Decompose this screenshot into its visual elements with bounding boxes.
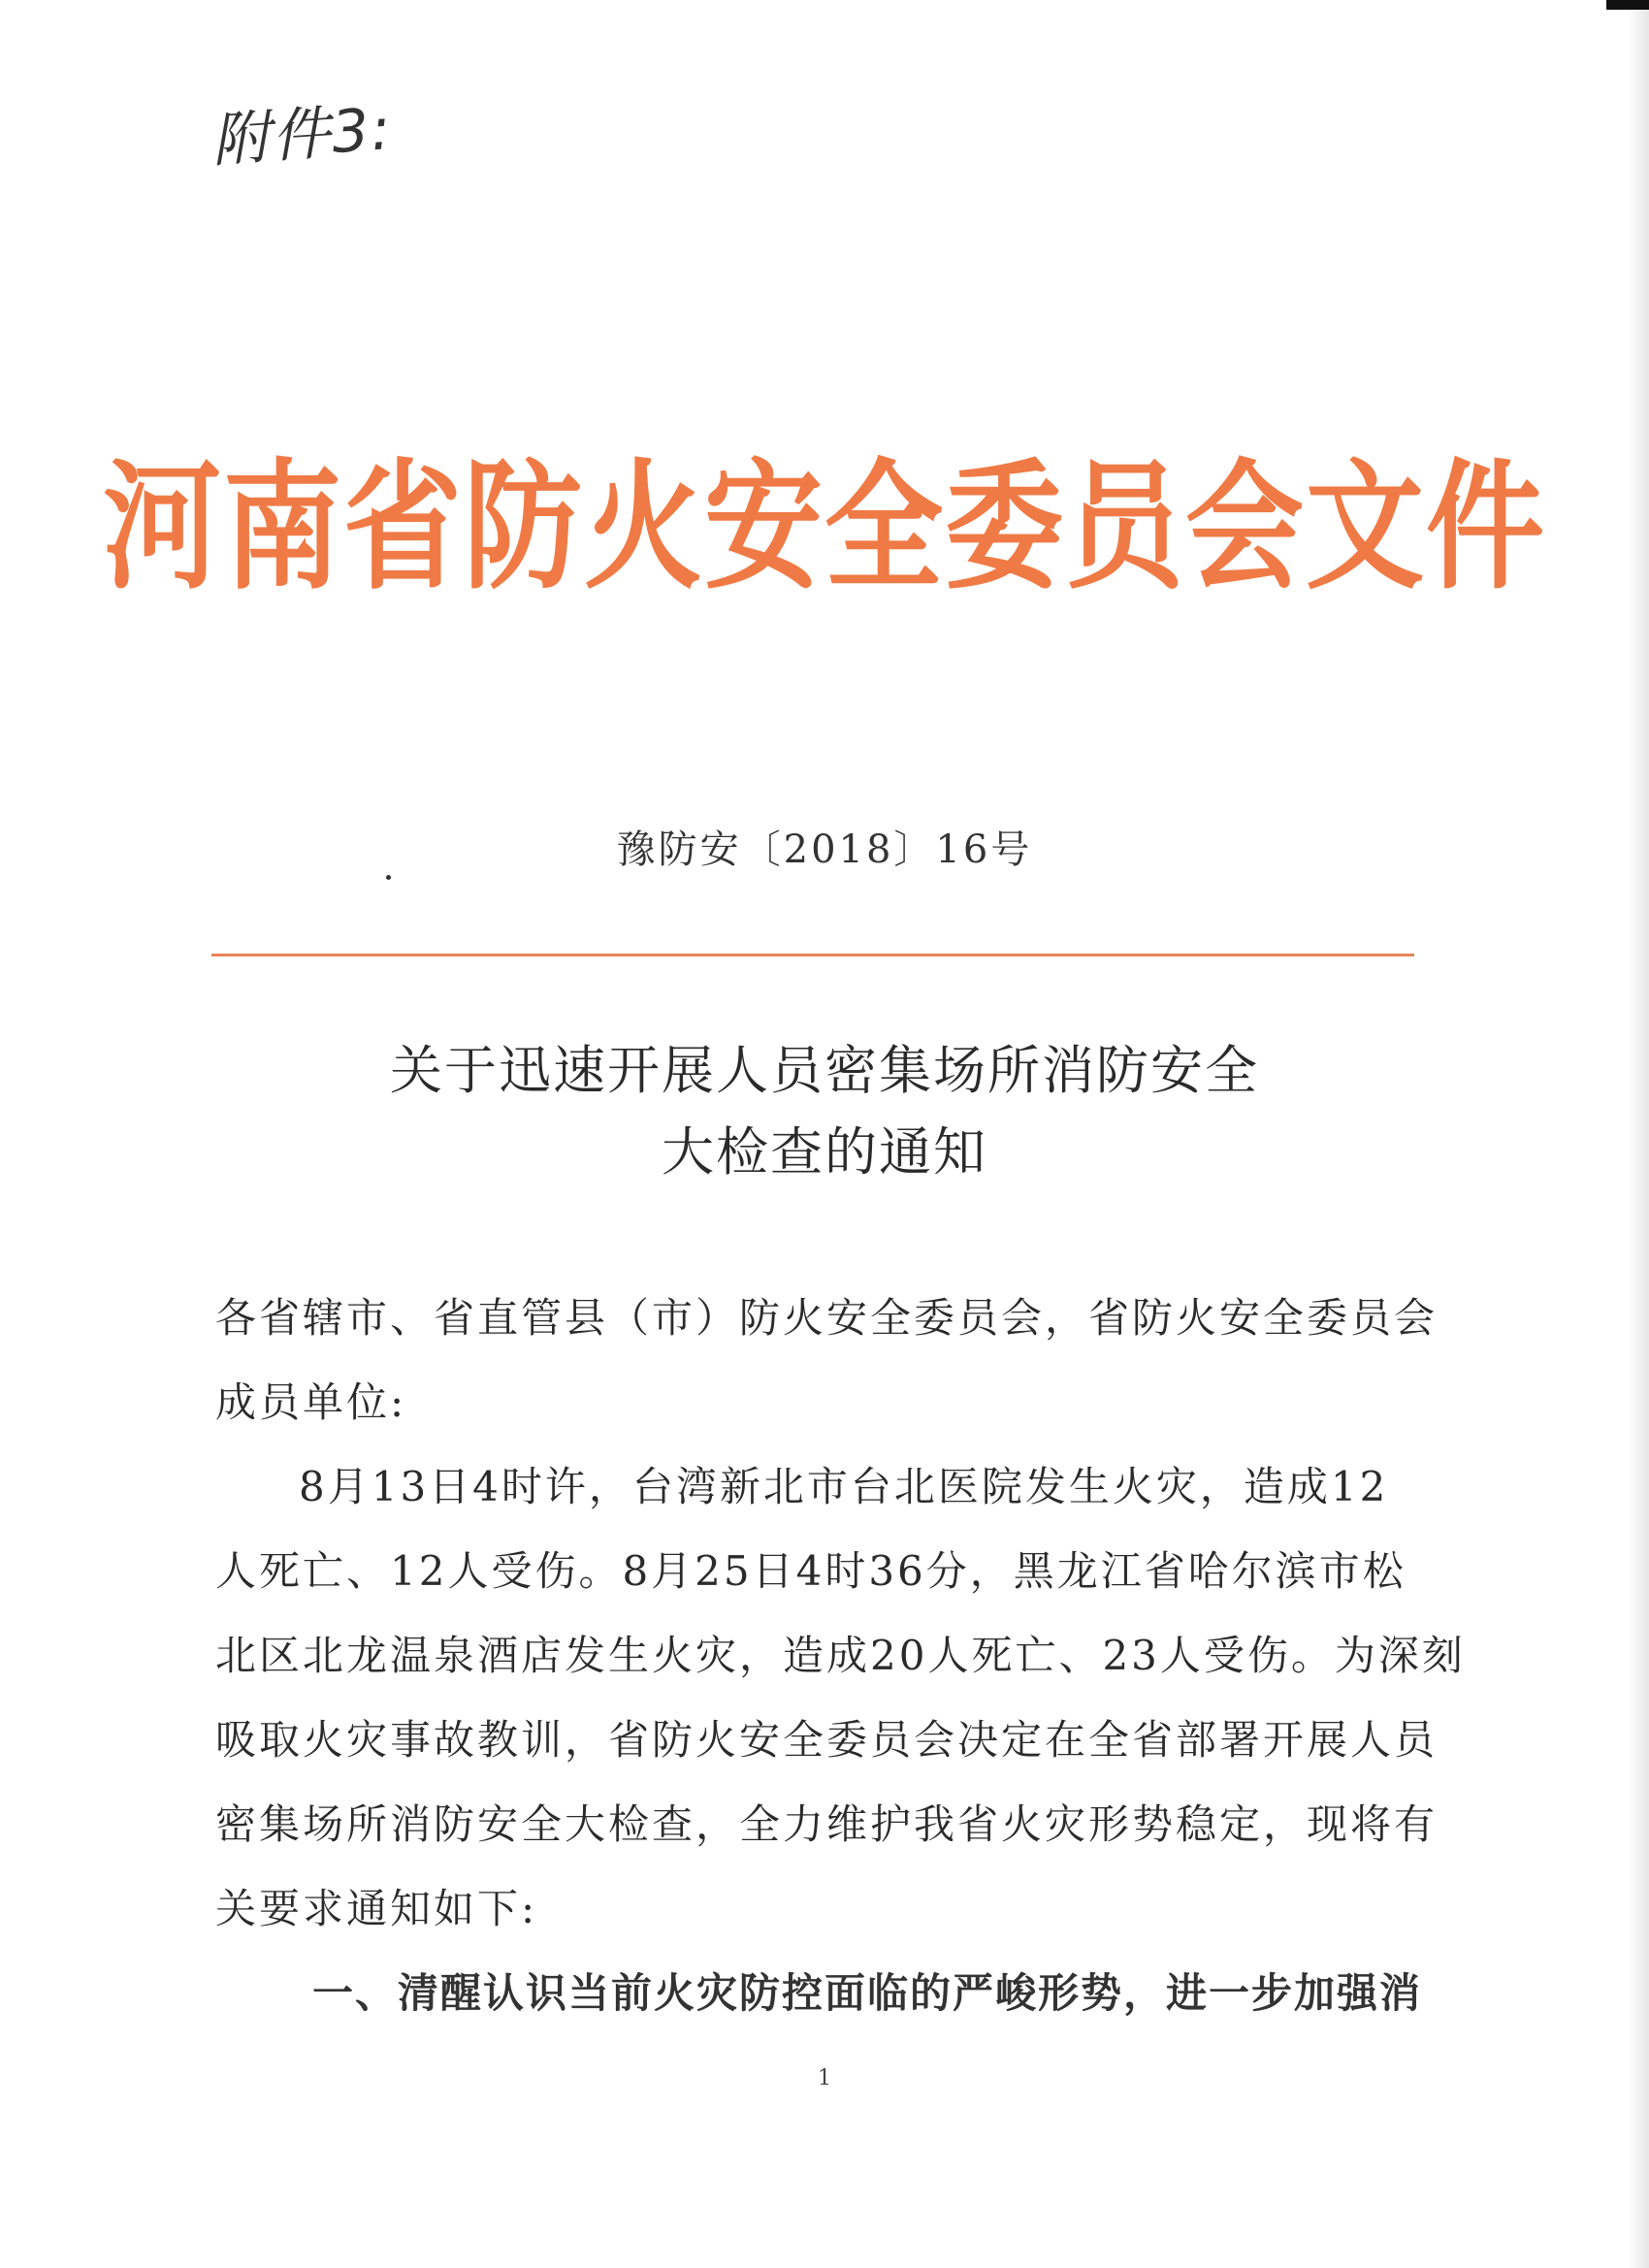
notice-title-line-2: 大检查的通知 xyxy=(662,1121,987,1183)
document-number: 豫防安〔2018〕16号 xyxy=(616,827,1033,872)
scan-speck xyxy=(386,875,391,880)
body-line: 吸取火灾事故教训，省防火安全委员会决定在全省部署开展人员 xyxy=(215,1716,1439,1764)
handwritten-annotation: 附件3: xyxy=(209,94,395,176)
body-line-addressee-2: 成员单位: xyxy=(215,1378,407,1426)
body-line: 人死亡、12人受伤。8月25日4时36分，黑龙江省哈尔滨市松 xyxy=(215,1547,1406,1595)
body-line-paragraph-start: 8月13日4时许，台湾新北市台北医院发生火灾，造成12 xyxy=(299,1463,1389,1510)
issuer-header-title: 河南省防火安全委员会文件 xyxy=(103,445,1546,609)
notice-body xyxy=(215,1276,1466,2035)
section-heading-1: 一、清醒认识当前火灾防控面临的严峻形势，进一步加强消 xyxy=(312,1969,1423,2017)
body-line-addressee-1: 各省辖市、省直管县（市）防火安全委员会，省防火安全委员会 xyxy=(215,1294,1439,1342)
page-number: 1 xyxy=(818,2066,831,2090)
scan-corner-mark xyxy=(1606,0,1649,10)
body-line: 关要求通知如下: xyxy=(215,1885,538,1932)
body-line: 北区北龙温泉酒店发生火灾，造成20人死亡、23人受伤。为深刻 xyxy=(215,1632,1466,1679)
notice-title-line-1: 关于迅速开展人员密集场所消防安全 xyxy=(390,1040,1259,1101)
header-divider-rule xyxy=(211,954,1414,956)
body-line: 密集场所消防安全大检查，全力维护我省火灾形势稳定，现将有 xyxy=(215,1800,1439,1848)
notice-title xyxy=(0,1030,1649,1193)
